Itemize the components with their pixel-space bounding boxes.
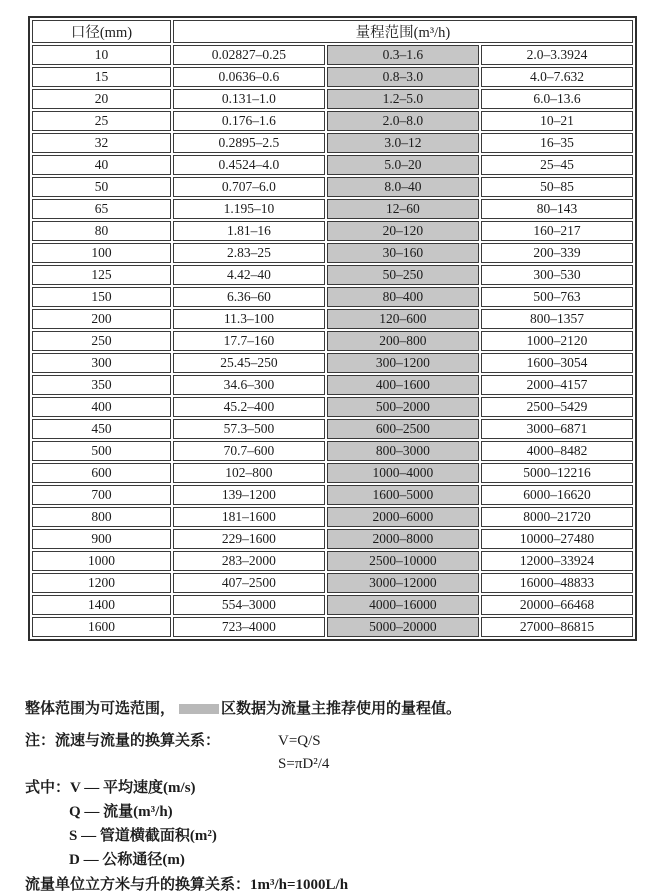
high-range-cell: 5000–12216 — [481, 463, 633, 483]
diameter-cell: 700 — [32, 485, 171, 505]
high-range-cell: 6.0–13.6 — [481, 89, 633, 109]
diameter-cell: 1200 — [32, 573, 171, 593]
table-row — [32, 67, 633, 87]
formula-velocity: V=Q/S — [278, 733, 321, 749]
recommended-range-cell: 1600–5000 — [327, 485, 479, 505]
table-row — [32, 155, 633, 175]
diameter-cell: 250 — [32, 331, 171, 351]
table-row — [32, 507, 633, 527]
table-row — [32, 441, 633, 461]
low-range-cell: 70.7–600 — [173, 441, 325, 461]
table-row — [32, 573, 633, 593]
def-flow: Q — 流量(m³/h) — [69, 804, 173, 820]
recommended-range-cell: 2000–8000 — [327, 529, 479, 549]
low-range-cell: 0.0636–0.6 — [173, 67, 325, 87]
low-range-cell: 1.195–10 — [173, 199, 325, 219]
low-range-cell: 407–2500 — [173, 573, 325, 593]
recommended-range-cell: 30–160 — [327, 243, 479, 263]
high-range-cell: 16000–48833 — [481, 573, 633, 593]
high-range-cell: 1000–2120 — [481, 331, 633, 351]
low-range-cell: 17.7–160 — [173, 331, 325, 351]
low-range-cell: 283–2000 — [173, 551, 325, 571]
recommended-range-cell: 1.2–5.0 — [327, 89, 479, 109]
diameter-cell: 50 — [32, 177, 171, 197]
table-row — [32, 551, 633, 571]
table-row — [32, 375, 633, 395]
low-range-cell: 0.707–6.0 — [173, 177, 325, 197]
conversion-label: 注：流速与流量的换算关系： — [25, 733, 221, 749]
legend-note-post: 区数据为流量主推荐使用的量程值。 — [221, 701, 462, 717]
high-range-cell: 2500–5429 — [481, 397, 633, 417]
high-range-cell: 10000–27480 — [481, 529, 633, 549]
table-row — [32, 463, 633, 483]
low-range-cell: 139–1200 — [173, 485, 325, 505]
low-range-cell: 1.81–16 — [173, 221, 325, 241]
conversion-note — [25, 730, 645, 776]
diameter-cell: 1600 — [32, 617, 171, 637]
recommended-range-cell: 500–2000 — [327, 397, 479, 417]
high-range-cell: 3000–6871 — [481, 419, 633, 439]
high-range-cell: 1600–3054 — [481, 353, 633, 373]
recommended-range-cell: 3000–12000 — [327, 573, 479, 593]
high-range-cell: 10–21 — [481, 111, 633, 131]
table-row — [32, 265, 633, 285]
recommended-range-cell: 80–400 — [327, 287, 479, 307]
high-range-cell: 2000–4157 — [481, 375, 633, 395]
low-range-cell: 2.83–25 — [173, 243, 325, 263]
diameter-cell: 200 — [32, 309, 171, 329]
diameter-cell: 25 — [32, 111, 171, 131]
low-range-cell: 25.45–250 — [173, 353, 325, 373]
high-range-cell: 800–1357 — [481, 309, 633, 329]
recommended-range-cell: 0.8–3.0 — [327, 67, 479, 87]
table-row — [32, 243, 633, 263]
high-range-cell: 80–143 — [481, 199, 633, 219]
low-range-cell: 554–3000 — [173, 595, 325, 615]
low-range-cell: 0.131–1.0 — [173, 89, 325, 109]
high-range-cell: 4000–8482 — [481, 441, 633, 461]
table-row — [32, 89, 633, 109]
recommended-range-cell: 400–1600 — [327, 375, 479, 395]
low-range-cell: 102–800 — [173, 463, 325, 483]
table-header-row — [32, 20, 633, 43]
low-range-cell: 11.3–100 — [173, 309, 325, 329]
where-line: 式中：V — 平均速度(m/s) — [25, 780, 196, 796]
high-range-cell: 4.0–7.632 — [481, 67, 633, 87]
low-range-cell: 34.6–300 — [173, 375, 325, 395]
recommended-range-cell: 600–2500 — [327, 419, 479, 439]
high-range-cell: 50–85 — [481, 177, 633, 197]
formula-area: S=πD²/4 — [278, 756, 330, 772]
table-row — [32, 177, 633, 197]
low-range-cell: 57.3–500 — [173, 419, 325, 439]
table-row — [32, 617, 633, 637]
diameter-cell: 1400 — [32, 595, 171, 615]
conversion-formulas — [278, 730, 329, 776]
high-range-cell: 2.0–3.3924 — [481, 45, 633, 65]
recommended-range-cell: 2500–10000 — [327, 551, 479, 571]
table-row — [32, 353, 633, 373]
table-row — [32, 133, 633, 153]
diameter-cell: 10 — [32, 45, 171, 65]
high-range-cell: 25–45 — [481, 155, 633, 175]
recommended-range-cell: 2.0–8.0 — [327, 111, 479, 131]
table-row — [32, 331, 633, 351]
diameter-cell: 600 — [32, 463, 171, 483]
low-range-cell: 0.2895–2.5 — [173, 133, 325, 153]
diameter-cell: 500 — [32, 441, 171, 461]
range-table-body — [32, 45, 633, 637]
low-range-cell: 0.176–1.6 — [173, 111, 325, 131]
recommended-range-cell: 300–1200 — [327, 353, 479, 373]
table-row — [32, 595, 633, 615]
recommended-range-cell: 1000–4000 — [327, 463, 479, 483]
diameter-cell: 65 — [32, 199, 171, 219]
diameter-cell: 1000 — [32, 551, 171, 571]
diameter-cell: 350 — [32, 375, 171, 395]
table-row — [32, 45, 633, 65]
high-range-cell: 6000–16620 — [481, 485, 633, 505]
symbol-definitions — [25, 776, 645, 872]
table-row — [32, 419, 633, 439]
recommended-range-cell: 3.0–12 — [327, 133, 479, 153]
recommended-range-cell: 8.0–40 — [327, 177, 479, 197]
unit-conversion-note: 流量单位立方米与升的换算关系：1m³/h=1000L/h — [25, 877, 349, 893]
recommended-range-cell: 200–800 — [327, 331, 479, 351]
table-row — [32, 199, 633, 219]
low-range-cell: 4.42–40 — [173, 265, 325, 285]
legend-note-pre: 整体范围为可选范围， — [25, 701, 176, 717]
table-row — [32, 111, 633, 131]
flow-range-table — [28, 16, 637, 641]
recommended-range-cell: 5.0–20 — [327, 155, 479, 175]
shaded-region-swatch — [179, 704, 219, 714]
notes-section — [25, 698, 645, 896]
recommended-range-cell: 120–600 — [327, 309, 479, 329]
recommended-range-cell: 12–60 — [327, 199, 479, 219]
diameter-cell: 300 — [32, 353, 171, 373]
low-range-cell: 0.4524–4.0 — [173, 155, 325, 175]
low-range-cell: 723–4000 — [173, 617, 325, 637]
diameter-cell: 400 — [32, 397, 171, 417]
low-range-cell: 6.36–60 — [173, 287, 325, 307]
recommended-range-cell: 0.3–1.6 — [327, 45, 479, 65]
low-range-cell: 45.2–400 — [173, 397, 325, 417]
legend-note — [25, 698, 645, 720]
recommended-range-cell: 50–250 — [327, 265, 479, 285]
high-range-cell: 12000–33924 — [481, 551, 633, 571]
high-range-cell: 8000–21720 — [481, 507, 633, 527]
diameter-cell: 450 — [32, 419, 171, 439]
table-row — [32, 397, 633, 417]
diameter-cell: 125 — [32, 265, 171, 285]
diameter-cell: 100 — [32, 243, 171, 263]
diameter-cell: 800 — [32, 507, 171, 527]
diameter-cell: 900 — [32, 529, 171, 549]
high-range-cell: 16–35 — [481, 133, 633, 153]
low-range-cell: 181–1600 — [173, 507, 325, 527]
diameter-cell: 32 — [32, 133, 171, 153]
high-range-cell: 500–763 — [481, 287, 633, 307]
recommended-range-cell: 2000–6000 — [327, 507, 479, 527]
high-range-cell: 27000–86815 — [481, 617, 633, 637]
diameter-cell: 15 — [32, 67, 171, 87]
diameter-cell: 80 — [32, 221, 171, 241]
high-range-cell: 160–217 — [481, 221, 633, 241]
diameter-cell: 40 — [32, 155, 171, 175]
diameter-cell: 150 — [32, 287, 171, 307]
low-range-cell: 229–1600 — [173, 529, 325, 549]
table-row — [32, 309, 633, 329]
recommended-range-cell: 800–3000 — [327, 441, 479, 461]
table-row — [32, 485, 633, 505]
high-range-cell: 300–530 — [481, 265, 633, 285]
diameter-cell: 20 — [32, 89, 171, 109]
def-diameter: D — 公称通径(m) — [69, 852, 185, 868]
high-range-cell: 200–339 — [481, 243, 633, 263]
recommended-range-cell: 20–120 — [327, 221, 479, 241]
recommended-range-cell: 5000–20000 — [327, 617, 479, 637]
diameter-header: 口径(mm) — [32, 20, 171, 43]
table-row — [32, 287, 633, 307]
recommended-range-cell: 4000–16000 — [327, 595, 479, 615]
table-row — [32, 529, 633, 549]
high-range-cell: 20000–66468 — [481, 595, 633, 615]
range-header: 量程范围(m³/h) — [173, 20, 633, 43]
def-area: S — 管道横截面积(m²) — [69, 828, 217, 844]
low-range-cell: 0.02827–0.25 — [173, 45, 325, 65]
table-row — [32, 221, 633, 241]
